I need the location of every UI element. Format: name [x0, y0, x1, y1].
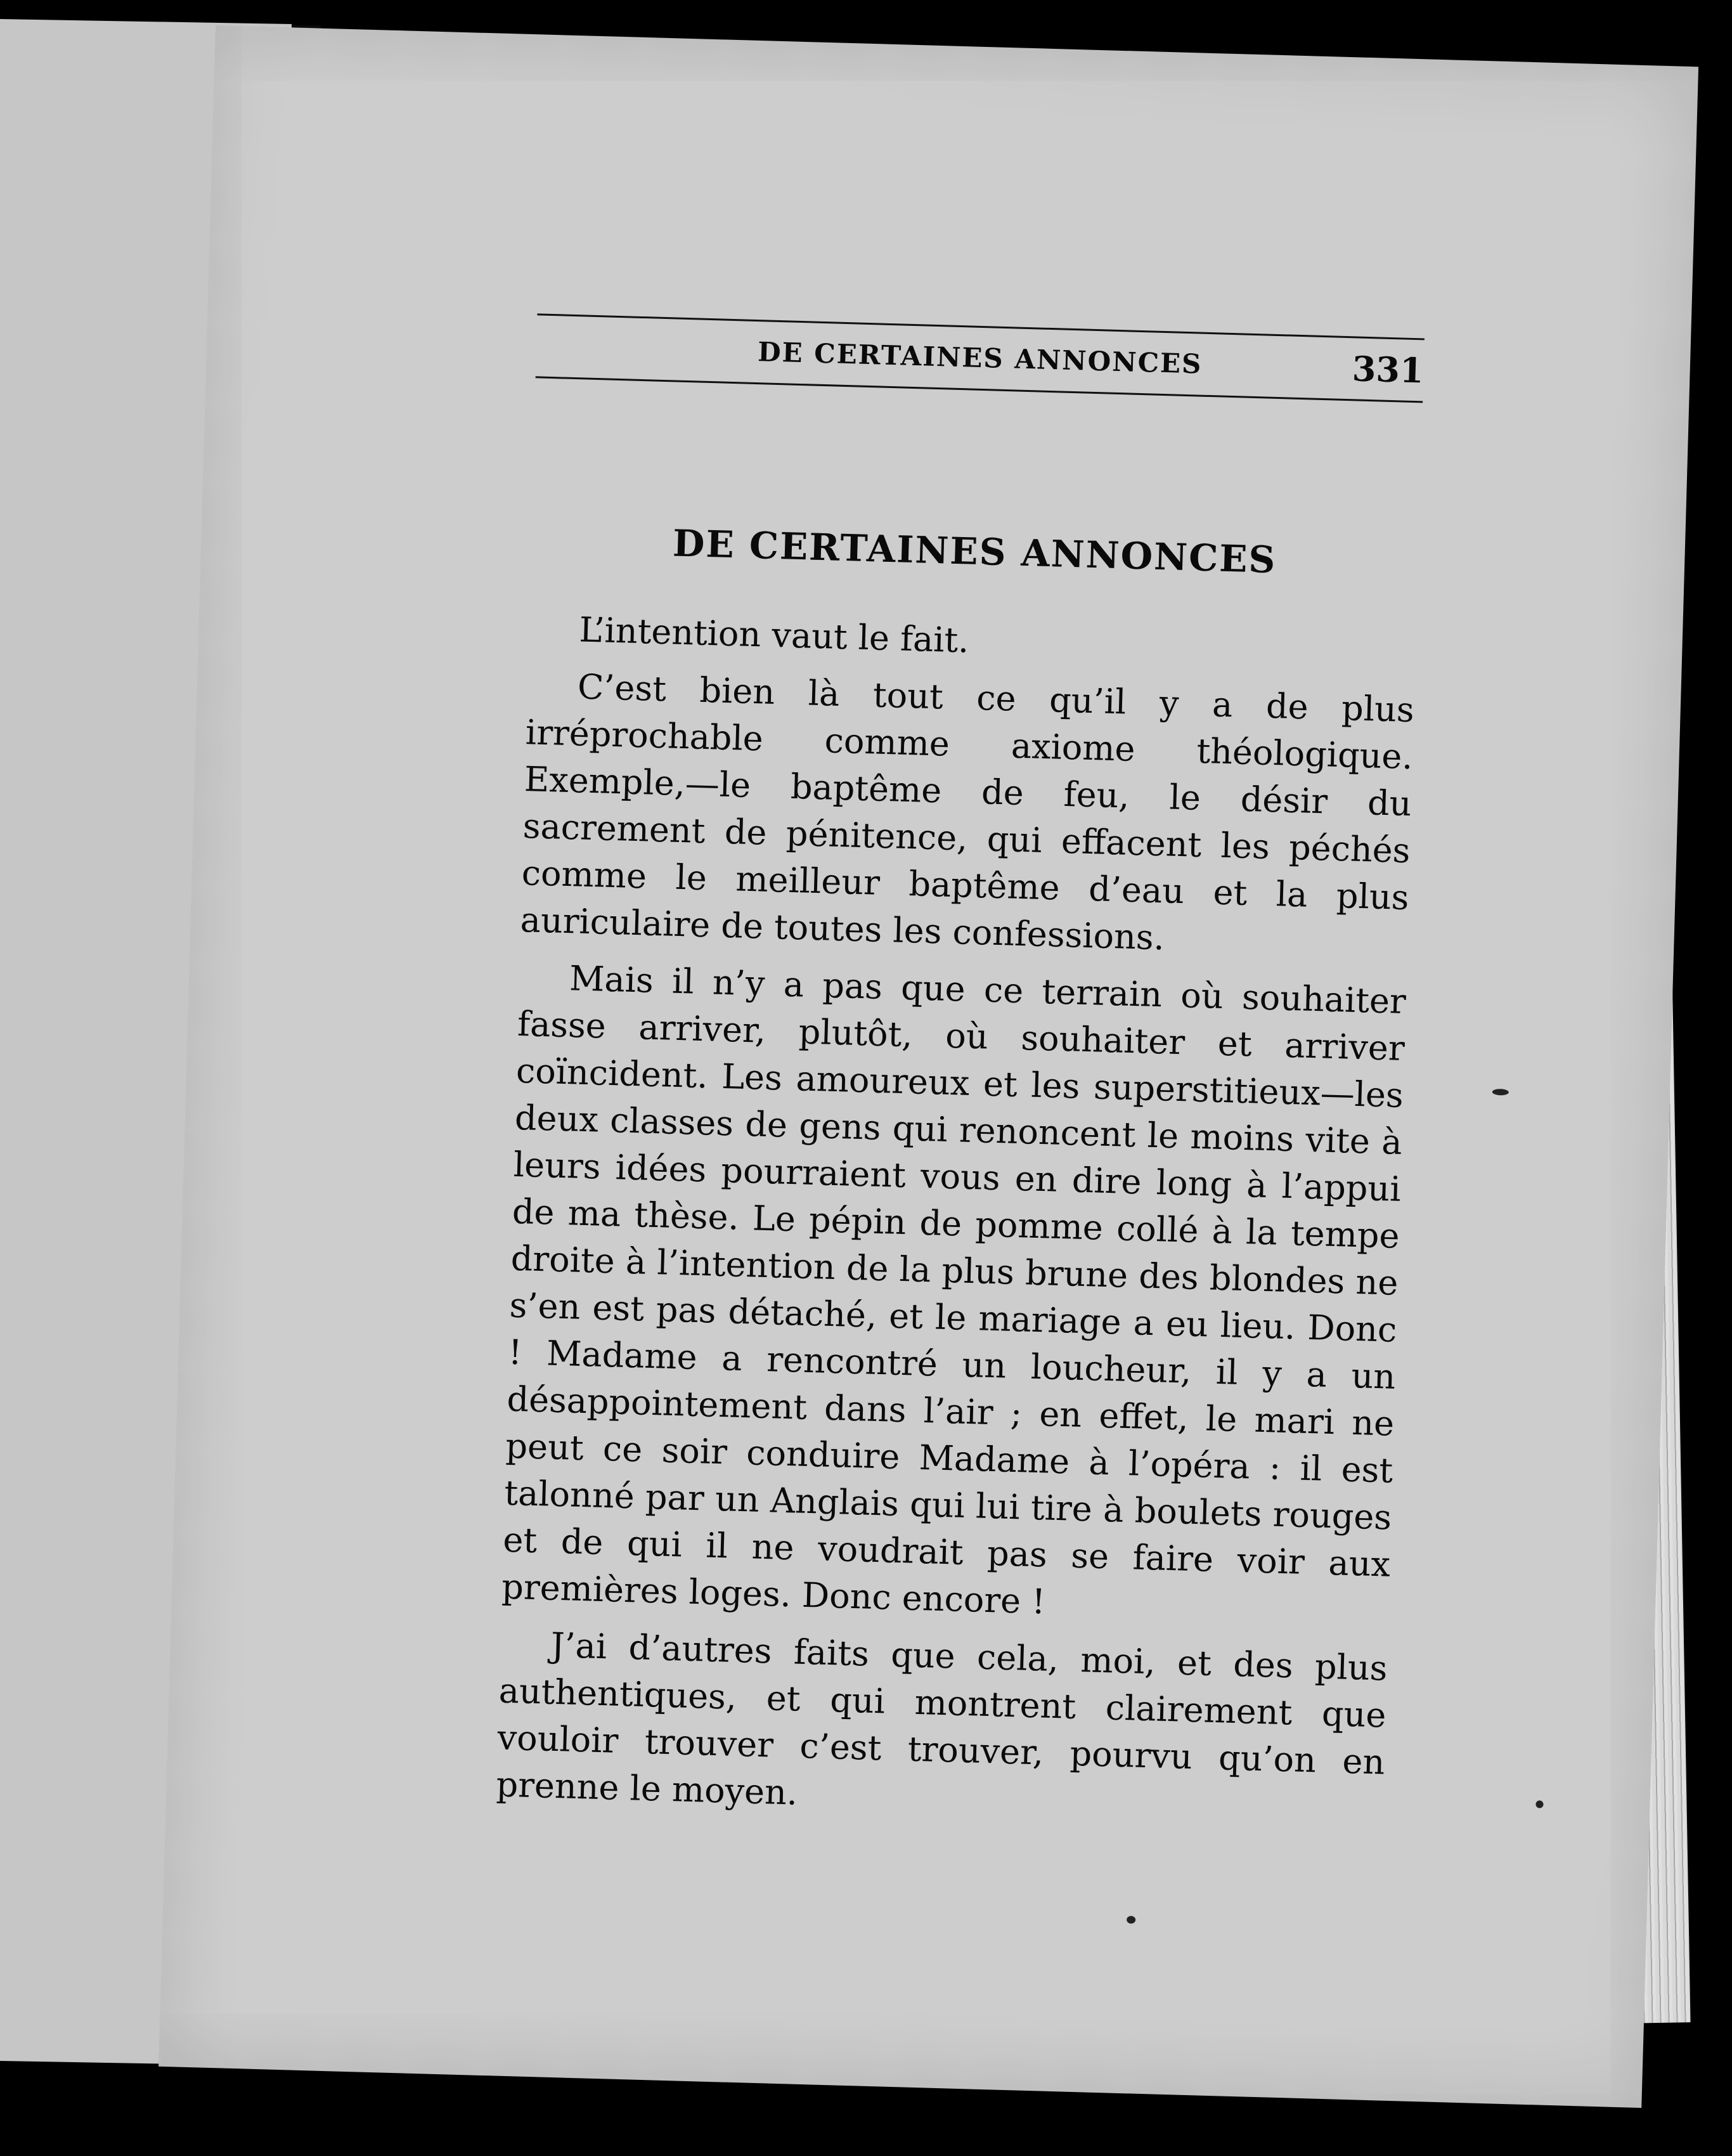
book-page — [158, 25, 1698, 2108]
page-number: 331 — [1351, 348, 1425, 391]
paper-speck — [1127, 1916, 1135, 1923]
paragraph: C’est bien là tout ce qu’il y a de plus irréprochable comme axiome théologique. Exemple,—le baptême de feu, le désir du sacrement de pénitence, qui effacent les péchés comme le meilleur baptême d’eau et la plus auriculaire de toutes les confessions. — [519, 666, 1415, 958]
chapter-title: DE CERTAINES ANNONCES — [672, 521, 1277, 582]
body-text — [496, 605, 1416, 1833]
paper-speck — [1492, 1089, 1509, 1096]
paragraph: J’ai d’autres faits que cela, moi, et des plus authentiques, et qui montrent clairement que vouloir trouver c’est trouver, pourvu qu’on en prenne le moyen. — [495, 1625, 1388, 1813]
paragraph: Mais il n’y a pas que ce terrain où souhaiter fasse arriver, plutôt, où souhaiter et arriver coïncident. Les amoureux et les superstitieux—les deux classes de gens qui renoncent le moins vite à leurs idées pourraient vous en dire long à l’appui de ma thèse. Le pépin de pomme collé à la tempe droite à l’intention de la plus brune des blondes ne s’en est pas détaché, et le mariage a eu lieu. Donc ! Madame a rencontré un loucheur, il y a un désappointement dans l’air ; en effet, le mari ne peut ce soir conduire Madame à l’opéra : il est talonné par un Anglais qui lui tire à boulets rouges et de qui il ne voudrait pas se faire voir aux premières loges. Donc encore ! — [501, 958, 1407, 1622]
page-content — [495, 313, 1425, 1843]
running-head — [536, 315, 1425, 401]
paragraph: L’intention vaut le fait. — [578, 609, 970, 661]
running-title: DE CERTAINES ANNONCES — [757, 336, 1203, 380]
paper-speck — [1535, 1800, 1543, 1808]
